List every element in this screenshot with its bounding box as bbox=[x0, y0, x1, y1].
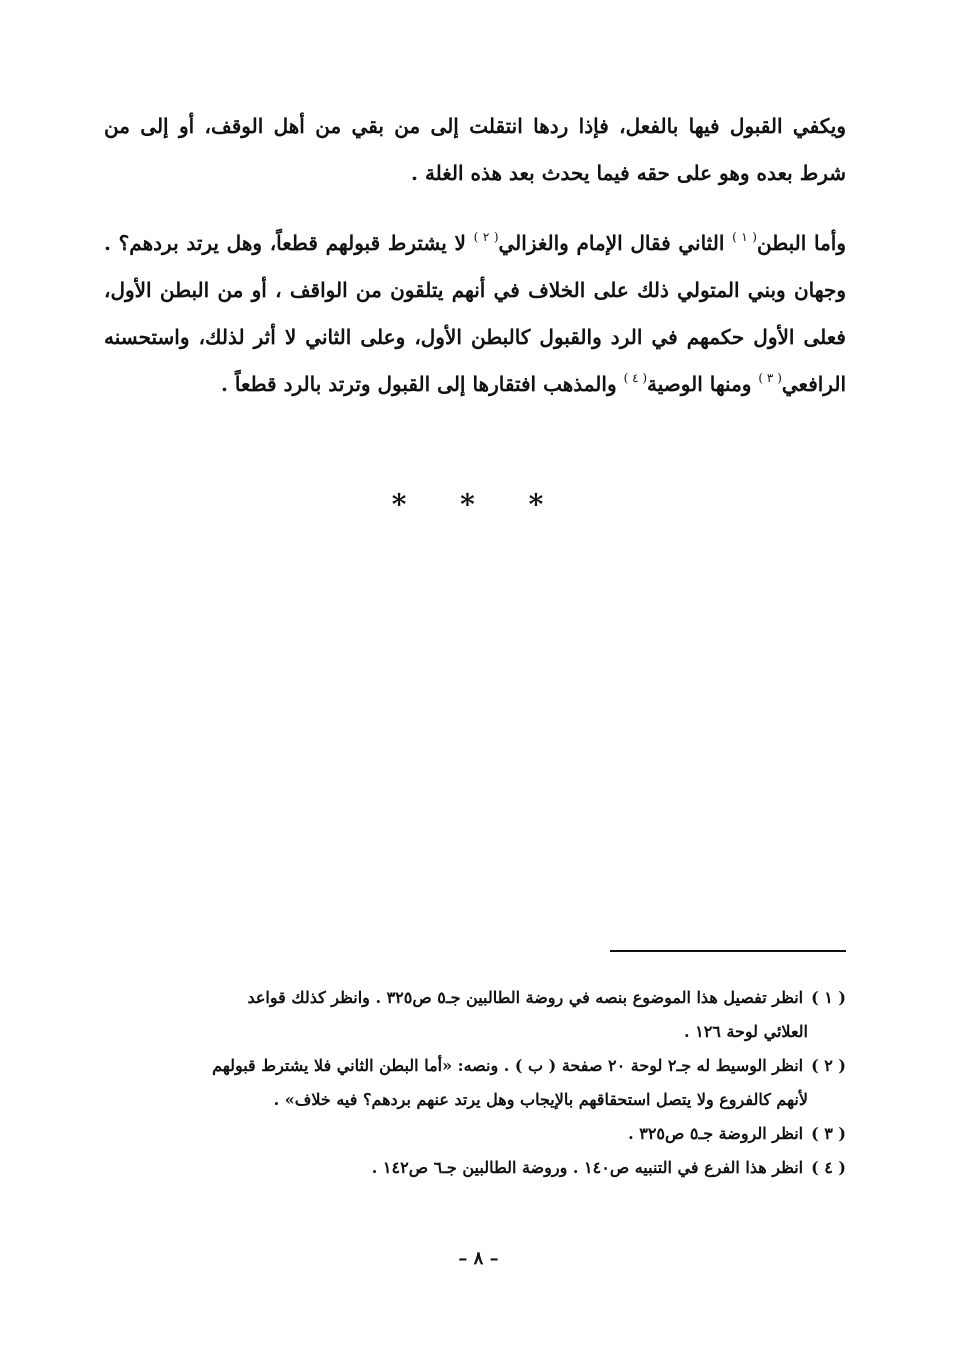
footnote-text: انظر هذا الفرع في التنبيه ص١٤٠ . وروضة الطالبين جـ٦ ص١٤٢ . bbox=[371, 1158, 804, 1177]
paragraph-2-segment-2: الثاني فقال الإمام والغزالي bbox=[498, 231, 733, 255]
paragraph-2-segment-1: وأما البطن bbox=[756, 231, 847, 255]
paragraph-1 bbox=[104, 103, 846, 197]
footnote-marker: ( ٣ ) bbox=[811, 1124, 846, 1143]
footnote-marker: ( ١ ) bbox=[811, 988, 846, 1007]
footnote-text: انظر الوسيط له جـ٢ لوحة ٢٠ صفحة ( ب ) . ونصه: «أما البطن الثاني فلا يشترط قبولهم bbox=[212, 1056, 804, 1075]
footnote-3 bbox=[104, 1117, 846, 1151]
footnote-text: انظر تفصيل هذا الموضوع بنصه في روضة الطالبين جـ٥ ص٣٢٥ . وانظر كذلك قواعد bbox=[247, 988, 804, 1007]
paragraph-1-text: ويكفي القبول فيها بالفعل، فإذا ردها انتقلت إلى من بقي من أهل الوقف، أو إلى من شرط بعده وهو على حقه فيما يحدث بعد هذه الغلة . bbox=[104, 114, 846, 185]
footnote-marker: ( ٢ ) bbox=[811, 1056, 846, 1075]
footnote-marker: ( ٤ ) bbox=[811, 1158, 846, 1177]
footnote-ref-2: ( ٢ ) bbox=[473, 230, 499, 244]
footnote-2 bbox=[104, 1049, 846, 1117]
page-number: – ٨ – bbox=[458, 1248, 499, 1269]
footnotes bbox=[104, 981, 846, 1185]
footnote-1 bbox=[104, 981, 846, 1049]
paragraph-2 bbox=[104, 220, 846, 408]
footnote-ref-1: ( ١ ) bbox=[732, 230, 757, 244]
footnote-text: انظر الروضة جـ٥ ص٣٢٥ . bbox=[628, 1124, 804, 1143]
footnote-continuation: العلائي لوحة ١٢٦ . bbox=[683, 1022, 808, 1041]
paragraph-2-segment-4: ومنها الوصية bbox=[647, 372, 759, 396]
section-separator: * * * bbox=[391, 488, 566, 521]
footnote-4 bbox=[104, 1151, 846, 1185]
paragraph-2-segment-3: لا يشترط قبولهم قطعاً، وهل يرتد بردهم؟ . وجهان وبني المتولي ذلك على الخلاف في أنهم يتلقون من الواقف ، أو من البطن الأول، فعلى الأول حكمهم في الرد والقبول كالبطن الأول، وعلى الثاني لا أثر لذلك، واستحسنه الرافعي bbox=[104, 231, 846, 396]
paragraph-2-segment-5: والمذهب افتقارها إلى القبول وترتد بالرد قطعاً . bbox=[220, 372, 624, 396]
footnote-ref-3: ( ٣ ) bbox=[758, 371, 782, 385]
footnote-ref-4: ( ٤ ) bbox=[623, 371, 648, 385]
footnote-divider bbox=[610, 950, 846, 952]
footnote-continuation: لأنهم كالفروع ولا يتصل استحقاقهم بالإيجاب وهل يرتد عنهم بردهم؟ فيه خلاف» . bbox=[273, 1090, 808, 1109]
